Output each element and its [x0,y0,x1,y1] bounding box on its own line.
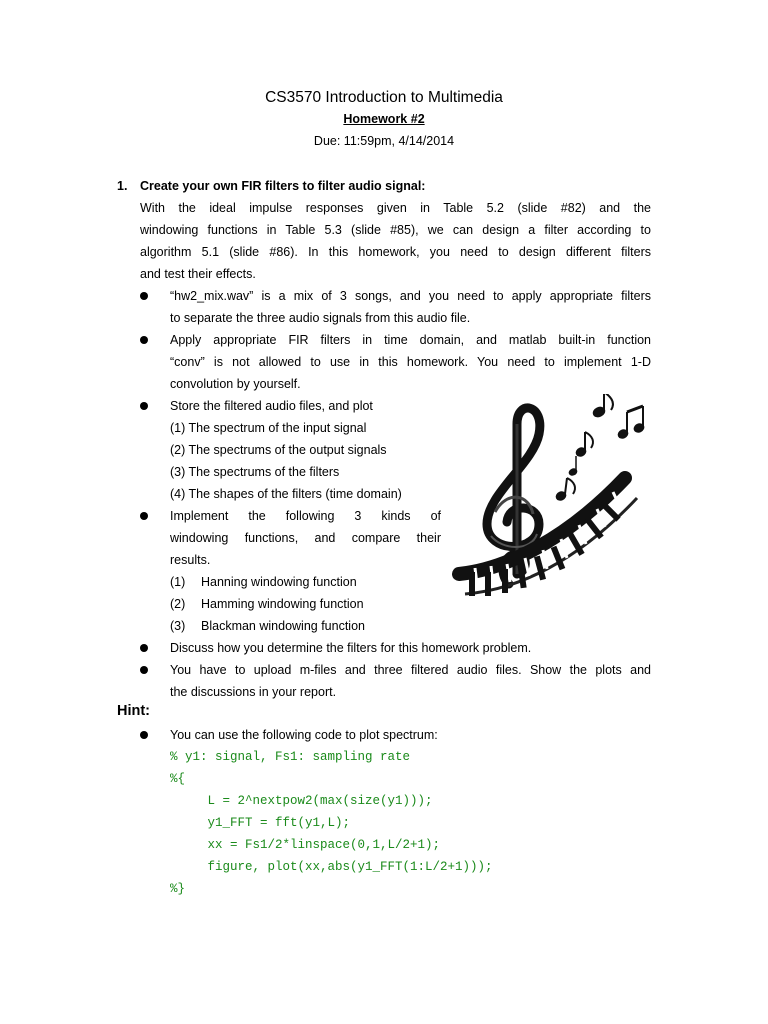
bullet-icon [138,399,150,411]
bullet-icon [138,289,150,301]
bullet-text: “conv” is not allowed to use in this homework. You need to implement 1-D [170,355,651,369]
question-number: 1. [117,179,128,193]
list-item: Hanning windowing function [201,575,357,589]
bullet-text: “hw2_mix.wav” is a mix of 3 songs, and you need to apply appropriate filters [170,289,651,303]
hint-heading: Hint: [117,703,151,719]
bullet-icon [138,728,150,740]
bullet-text: Store the filtered audio files, and plot [170,399,373,413]
code-line: % y1: signal, Fs1: sampling rate [170,750,411,764]
list-item-number: (2) [170,597,186,611]
hint-text: You can use the following code to plot spectrum: [170,728,438,742]
list-item: (3) The spectrums of the filters [170,465,340,479]
bullet-text: Implement the following 3 kinds of [170,509,441,523]
page-title [0,89,768,107]
list-item: (1) The spectrum of the input signal [170,421,367,435]
list-item: Hamming windowing function [201,597,364,611]
intro-line: algorithm 5.1 (slide #86). In this homework, you need to design different filters [140,245,651,259]
bullet-icon [138,509,150,521]
treble-clef-icon [447,394,652,608]
bullet-text: the discussions in your report. [170,685,337,699]
code-line: L = 2^nextpow2(max(size(y1))); [170,794,433,808]
list-item-number: (1) [170,575,186,589]
code-line: %} [170,882,186,896]
homework-label: Homework #2 [343,112,425,126]
code-line: y1_FFT = fft(y1,L); [170,816,351,830]
list-item: (4) The shapes of the filters (time domain) [170,487,402,501]
due-date: Due: 11:59pm, 4/14/2014 [313,134,455,148]
bullet-text: Discuss how you determine the filters for this homework problem. [170,641,532,655]
code-line: figure, plot(xx,abs(y1_FFT(1:L/2+1))); [170,860,493,874]
intro-line: With the ideal impulse responses given in Table 5.2 (slide #82) and the [140,201,651,215]
bullet-text: You have to upload m-files and three filtered audio files. Show the plots and [170,663,651,677]
course-code: CS3570 [265,89,322,106]
list-item: (2) The spectrums of the output signals [170,443,387,457]
bullet-text: windowing functions, and compare their [170,531,441,545]
intro-line: and test their effects. [140,267,256,281]
code-line: xx = Fs1/2*linspace(0,1,L/2+1); [170,838,441,852]
bullet-text: convolution by yourself. [170,377,301,391]
bullet-icon [138,333,150,345]
bullet-icon [138,663,150,675]
bullet-text: results. [170,553,211,567]
list-item: Blackman windowing function [201,619,365,633]
bullet-icon [138,641,150,653]
course-name: Introduction to Multimedia [325,89,503,106]
bullet-text: to separate the three audio signals from this audio file. [170,311,471,325]
list-item-number: (3) [170,619,186,633]
bullet-text: Apply appropriate FIR filters in time domain, and matlab built-in function [170,333,651,347]
intro-line: windowing functions in Table 5.3 (slide #85), we can design a filter according to [140,223,651,237]
code-line: %{ [170,772,186,786]
question-title: Create your own FIR filters to filter audio signal: [140,179,426,193]
music-notes-illustration [447,394,652,608]
